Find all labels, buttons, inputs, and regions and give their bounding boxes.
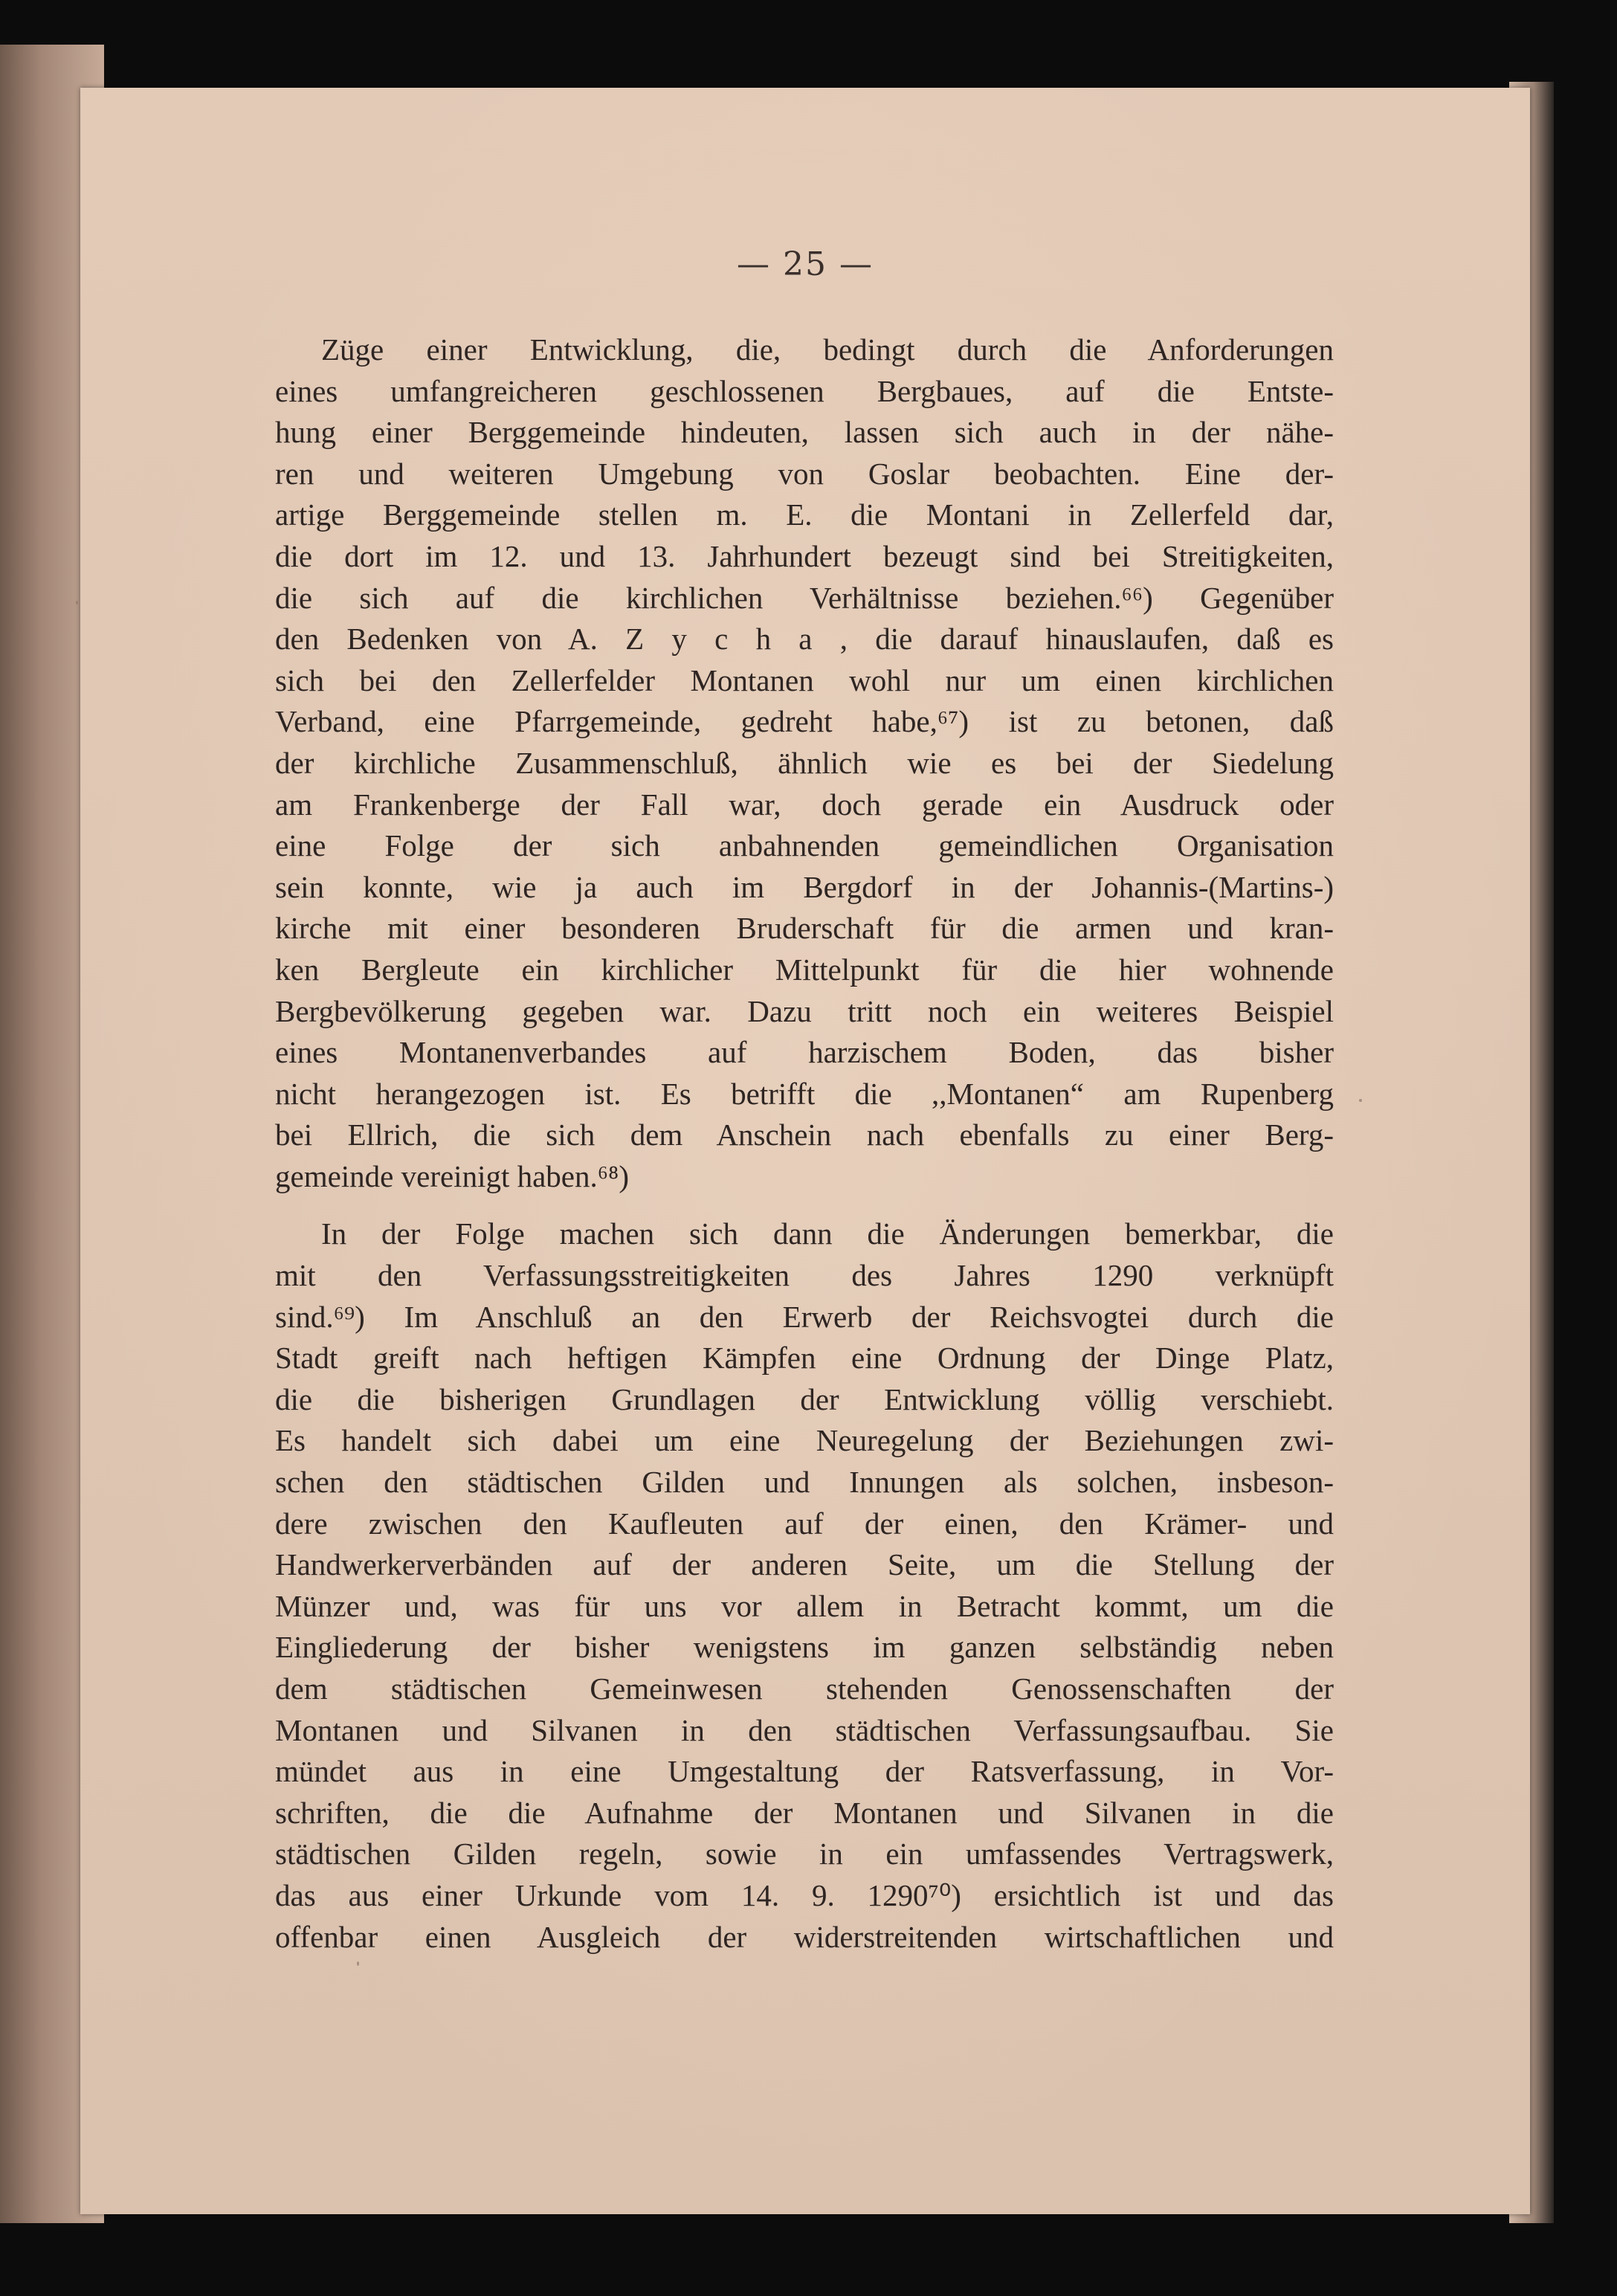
text-line: gemeinde vereinigt haben.⁶⁸): [275, 1158, 629, 1193]
page-number: — 25 —: [737, 245, 874, 283]
paper-speck: [1359, 1099, 1362, 1102]
text-line: schen den städtischen Gilden und Innungen als solchen, insbeson-: [275, 1465, 1334, 1500]
text-line: Münzer und, was für uns vor allem in Betracht kommt, um die: [275, 1588, 1334, 1623]
book-page: [80, 88, 1530, 2214]
text-line: dem städtischen Gemeinwesen stehenden Genossenschaften der: [275, 1671, 1334, 1706]
text-line: kirche mit einer besonderen Bruderschaft für die armen und kran-: [275, 911, 1334, 946]
text-line: Montanen und Silvanen in den städtischen Verfassungsaufbau. Sie: [275, 1712, 1334, 1747]
paragraph-gap: [275, 1197, 1334, 1213]
text-line: offenbar einen Ausgleich der widerstreitenden wirtschaftlichen und: [275, 1919, 1334, 1954]
text-line: Stadt greift nach heftigen Kämpfen eine Ordnung der Dinge Platz,: [275, 1341, 1334, 1376]
text-line: eines Montanenverbandes auf harzischem Boden, das bisher: [275, 1035, 1334, 1070]
text-line: ren und weiteren Umgebung von Goslar beobachten. Eine der-: [275, 456, 1334, 491]
text-line: städtischen Gilden regeln, sowie in ein umfassendes Vertragswerk,: [275, 1837, 1334, 1871]
text-line: sind.⁶⁹) Im Anschluß an den Erwerb der Reichsvogtei durch die: [275, 1299, 1334, 1334]
text-line: eines umfangreicheren geschlossenen Bergbaues, auf die Entste-: [275, 373, 1334, 408]
text-line: Eingliederung der bisher wenigstens im ganzen selbständig neben: [275, 1630, 1334, 1665]
text-line: In der Folge machen sich dann die Änderungen bemerkbar, die: [321, 1216, 1334, 1251]
text-line: nicht herangezogen ist. Es betrifft die ,,Montanen“ am Rupenberg: [275, 1076, 1334, 1111]
paper-speck: [357, 1961, 359, 1966]
text-line: das aus einer Urkunde vom 14. 9. 1290⁷⁰) ersichtlich ist und das: [275, 1877, 1334, 1912]
text-line: die die bisherigen Grundlagen der Entwicklung völlig verschiebt.: [275, 1381, 1334, 1416]
text-line: sich bei den Zellerfelder Montanen wohl nur um einen kirchlichen: [275, 662, 1334, 697]
text-line: eine Folge der sich anbahnenden gemeindlichen Organisation: [275, 828, 1334, 863]
text-line: die sich auf die kirchlichen Verhältnisse beziehen.⁶⁶) Gegenüber: [275, 580, 1334, 615]
text-line: Es handelt sich dabei um eine Neuregelung der Beziehungen zwi-: [275, 1423, 1334, 1458]
text-line: schriften, die die Aufnahme der Montanen und Silvanen in die: [275, 1795, 1334, 1830]
text-line: sein konnte, wie ja auch im Bergdorf in der Johannis-(Martins-): [275, 869, 1334, 904]
text-line: am Frankenberge der Fall war, doch gerade ein Ausdruck oder: [275, 787, 1334, 822]
text-line: Bergbevölkerung gegeben war. Dazu tritt noch ein weiteres Beispiel: [275, 993, 1334, 1028]
paragraph-2: [275, 1213, 1334, 1958]
paragraph-1: [275, 329, 1334, 1197]
text-line: ken Bergleute ein kirchlicher Mittelpunkt für die hier wohnende: [275, 952, 1334, 987]
body-text: [275, 329, 1334, 1958]
text-line: bei Ellrich, die sich dem Anschein nach ebenfalls zu einer Berg-: [275, 1118, 1334, 1152]
text-line: Verband, eine Pfarrgemeinde, gedreht habe,⁶⁷) ist zu betonen, daß: [275, 704, 1334, 739]
text-line: mit den Verfassungsstreitigkeiten des Jahres 1290 verknüpft: [275, 1258, 1334, 1293]
text-line: hung einer Berggemeinde hindeuten, lassen sich auch in der nähe-: [275, 415, 1334, 450]
text-line: Handwerkerverbänden auf der anderen Seite, um die Stellung der: [275, 1547, 1334, 1582]
text-line: der kirchliche Zusammenschluß, ähnlich wie es bei der Siedelung: [275, 745, 1334, 780]
text-line: Züge einer Entwicklung, die, bedingt durch die Anforderungen: [321, 332, 1334, 367]
text-line: mündet aus in eine Umgestaltung der Ratsverfassung, in Vor-: [275, 1754, 1334, 1789]
text-line: dere zwischen den Kaufleuten auf der einen, den Krämer- und: [275, 1506, 1334, 1541]
text-line: die dort im 12. und 13. Jahrhundert bezeugt sind bei Streitigkeiten,: [275, 538, 1334, 573]
text-line: artige Berggemeinde stellen m. E. die Montani in Zellerfeld dar,: [275, 497, 1334, 532]
text-line: den Bedenken von A. Z y c h a , die darauf hinauslaufen, daß es: [275, 622, 1334, 657]
paper-speck: [76, 601, 78, 604]
